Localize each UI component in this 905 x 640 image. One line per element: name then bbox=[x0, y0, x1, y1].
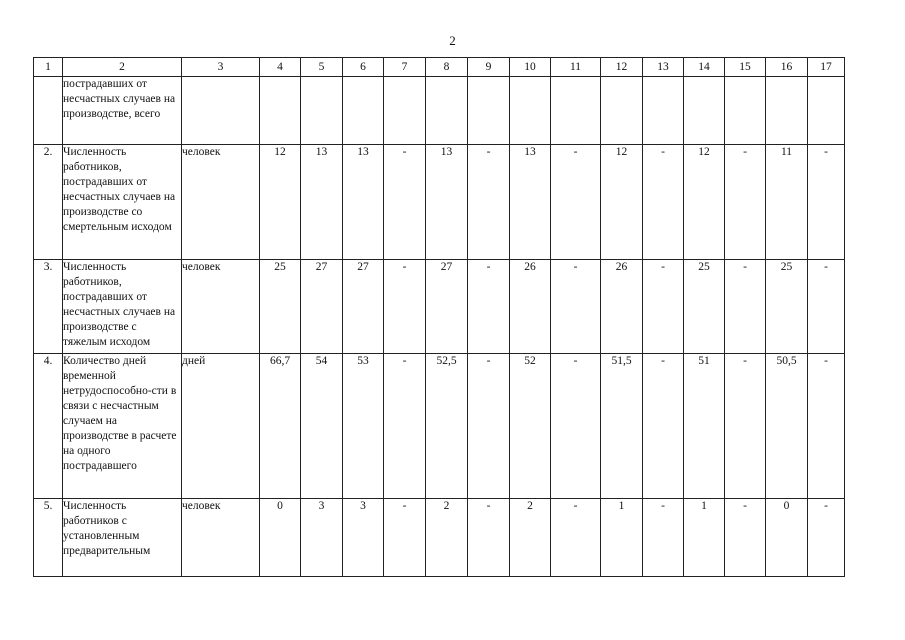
value-cell: - bbox=[808, 260, 845, 354]
empty-cell bbox=[684, 77, 725, 145]
empty-cell bbox=[601, 77, 643, 145]
value-cell: 66,7 bbox=[260, 354, 301, 499]
value-cell: 54 bbox=[301, 354, 343, 499]
empty-cell bbox=[426, 77, 468, 145]
column-number-7: 7 bbox=[384, 58, 426, 77]
value-cell: - bbox=[643, 145, 684, 260]
value-cell: 25 bbox=[684, 260, 725, 354]
value-cell: - bbox=[725, 260, 766, 354]
indicator-name: Численность работников, пострадавших от несчастных случаев на производстве со смертельным исходом bbox=[63, 145, 182, 260]
column-number-13: 13 bbox=[643, 58, 684, 77]
value-cell: 53 bbox=[343, 354, 384, 499]
value-cell: 13 bbox=[301, 145, 343, 260]
value-cell: - bbox=[643, 499, 684, 577]
value-cell: 26 bbox=[601, 260, 643, 354]
row-number: 4. bbox=[34, 354, 63, 499]
value-cell: 52,5 bbox=[426, 354, 468, 499]
empty-cell bbox=[301, 77, 343, 145]
value-cell: - bbox=[468, 499, 510, 577]
value-cell: 13 bbox=[426, 145, 468, 260]
indicator-name: Количество дней временной нетрудоспособно-сти в связи с несчастным случаем на производстве в расчете на одного пострадавшего bbox=[63, 354, 182, 499]
value-cell: 51,5 bbox=[601, 354, 643, 499]
value-cell: - bbox=[643, 354, 684, 499]
value-cell: 27 bbox=[301, 260, 343, 354]
empty-cell bbox=[510, 77, 551, 145]
empty-cell bbox=[725, 77, 766, 145]
value-cell: 0 bbox=[260, 499, 301, 577]
value-cell: 11 bbox=[766, 145, 808, 260]
unit-of-measure: человек bbox=[182, 499, 260, 577]
column-number-11: 11 bbox=[551, 58, 601, 77]
value-cell: - bbox=[551, 354, 601, 499]
indicators-table bbox=[33, 57, 845, 577]
value-cell: - bbox=[384, 260, 426, 354]
value-cell: - bbox=[468, 354, 510, 499]
empty-cell bbox=[182, 77, 260, 145]
value-cell: 25 bbox=[260, 260, 301, 354]
value-cell: 50,5 bbox=[766, 354, 808, 499]
column-number-9: 9 bbox=[468, 58, 510, 77]
value-cell: - bbox=[468, 145, 510, 260]
value-cell: - bbox=[725, 499, 766, 577]
value-cell: 25 bbox=[766, 260, 808, 354]
value-cell: - bbox=[551, 145, 601, 260]
column-number-4: 4 bbox=[260, 58, 301, 77]
column-number-16: 16 bbox=[766, 58, 808, 77]
row-number-empty bbox=[34, 77, 63, 145]
value-cell: - bbox=[808, 499, 845, 577]
column-number-8: 8 bbox=[426, 58, 468, 77]
column-number-2: 2 bbox=[63, 58, 182, 77]
value-cell: 13 bbox=[510, 145, 551, 260]
page-number: 2 bbox=[449, 33, 456, 48]
value-cell: - bbox=[551, 260, 601, 354]
column-number-14: 14 bbox=[684, 58, 725, 77]
value-cell: 27 bbox=[343, 260, 384, 354]
empty-cell bbox=[766, 77, 808, 145]
value-cell: - bbox=[643, 260, 684, 354]
value-cell: 2 bbox=[510, 499, 551, 577]
value-cell: 3 bbox=[343, 499, 384, 577]
value-cell: 51 bbox=[684, 354, 725, 499]
value-cell: - bbox=[384, 499, 426, 577]
value-cell: 0 bbox=[766, 499, 808, 577]
value-cell: 27 bbox=[426, 260, 468, 354]
value-cell: 12 bbox=[684, 145, 725, 260]
value-cell: 2 bbox=[426, 499, 468, 577]
value-cell: - bbox=[725, 145, 766, 260]
table-row bbox=[34, 354, 845, 499]
unit-of-measure: человек bbox=[182, 260, 260, 354]
indicator-name: Численность работников, пострадавших от несчастных случаев на производстве с тяжелым исходом bbox=[63, 260, 182, 354]
row-number: 3. bbox=[34, 260, 63, 354]
value-cell: 12 bbox=[601, 145, 643, 260]
row-number: 2. bbox=[34, 145, 63, 260]
column-number-5: 5 bbox=[301, 58, 343, 77]
column-number-17: 17 bbox=[808, 58, 845, 77]
empty-cell bbox=[260, 77, 301, 145]
empty-cell bbox=[808, 77, 845, 145]
table-row bbox=[34, 499, 845, 577]
value-cell: - bbox=[808, 354, 845, 499]
table-row bbox=[34, 145, 845, 260]
value-cell: 12 bbox=[260, 145, 301, 260]
table-row bbox=[34, 260, 845, 354]
column-number-row bbox=[34, 58, 845, 77]
value-cell: - bbox=[808, 145, 845, 260]
value-cell: - bbox=[384, 145, 426, 260]
row-number: 5. bbox=[34, 499, 63, 577]
value-cell: 13 bbox=[343, 145, 384, 260]
empty-cell bbox=[384, 77, 426, 145]
column-number-1: 1 bbox=[34, 58, 63, 77]
column-number-6: 6 bbox=[343, 58, 384, 77]
value-cell: 1 bbox=[684, 499, 725, 577]
empty-cell bbox=[468, 77, 510, 145]
value-cell: 3 bbox=[301, 499, 343, 577]
unit-of-measure: дней bbox=[182, 354, 260, 499]
value-cell: - bbox=[551, 499, 601, 577]
column-number-15: 15 bbox=[725, 58, 766, 77]
value-cell: 26 bbox=[510, 260, 551, 354]
value-cell: - bbox=[725, 354, 766, 499]
column-number-10: 10 bbox=[510, 58, 551, 77]
empty-cell bbox=[343, 77, 384, 145]
empty-cell bbox=[643, 77, 684, 145]
column-number-12: 12 bbox=[601, 58, 643, 77]
indicator-name-continued: пострадавших от несчастных случаев на производстве, всего bbox=[63, 77, 182, 145]
indicator-name: Численность работников с установленным предварительным bbox=[63, 499, 182, 577]
value-cell: 52 bbox=[510, 354, 551, 499]
value-cell: 1 bbox=[601, 499, 643, 577]
value-cell: - bbox=[468, 260, 510, 354]
continuation-row bbox=[34, 77, 845, 145]
value-cell: - bbox=[384, 354, 426, 499]
empty-cell bbox=[551, 77, 601, 145]
column-number-3: 3 bbox=[182, 58, 260, 77]
unit-of-measure: человек bbox=[182, 145, 260, 260]
